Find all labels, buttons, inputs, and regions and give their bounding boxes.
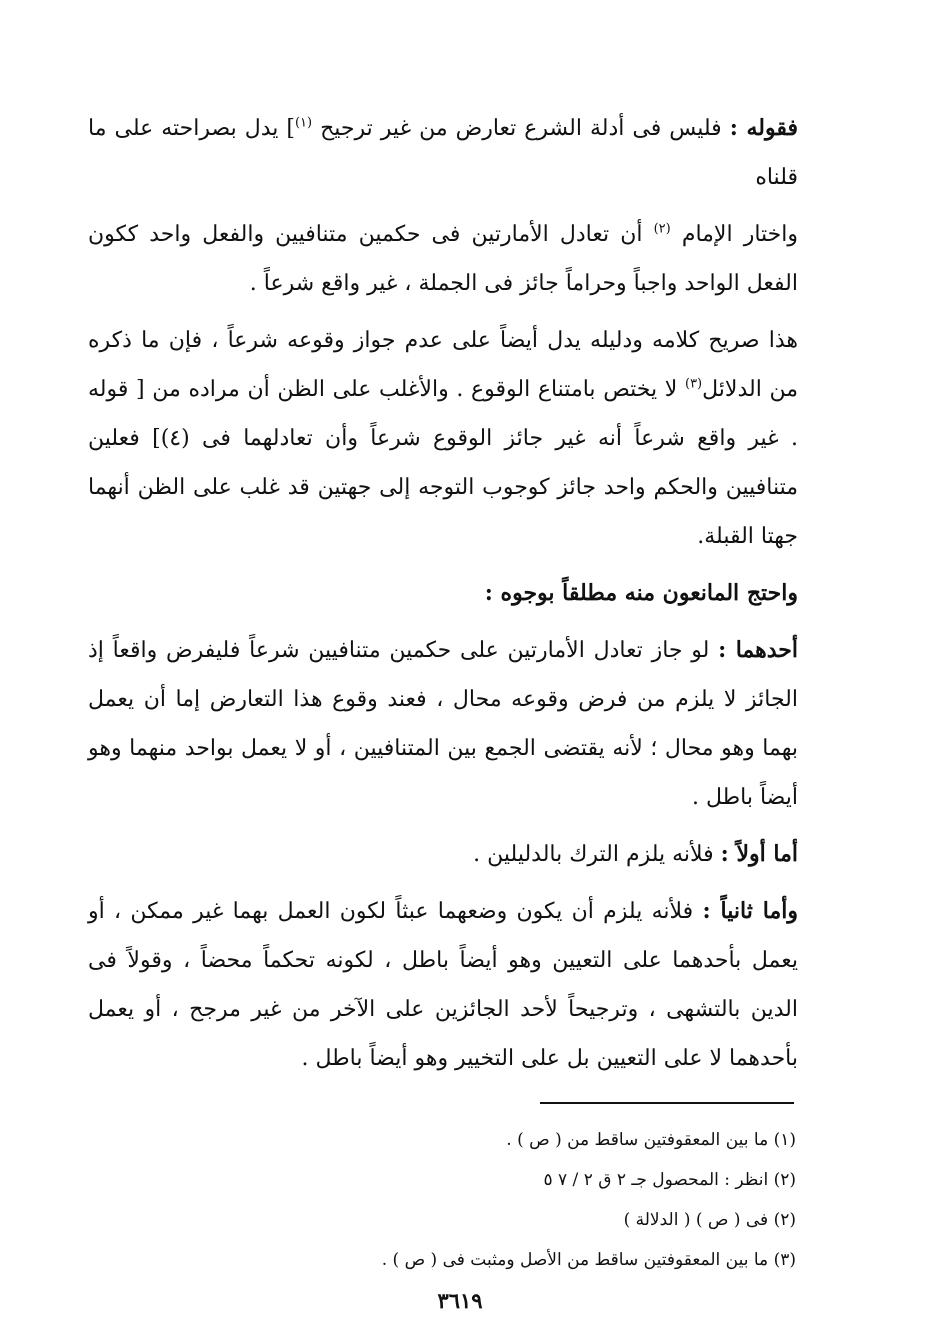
paragraph-tail: لا يختص بامتناع الوقوع . والأغلب على الظن أن مراده من [ قوله . غير واقع شرعاً أنه غير جائز الوقوع شرعاً وأن تعادلهما فى (٤)] فعلين متنافيين والحكم واحد جائز كوجوب التوجه إلى جهتين قد غلب على الظن أنهما جهتا القبلة. [88,377,798,549]
paragraph-2 [88,210,798,308]
footnote-item: (٢) انظر : المحصول جـ ٢ ق ٢ / ٧ ٥ [543,1170,796,1190]
paragraph-tail: أن تعادل الأمارتين فى حكمين متنافيين والفعل واحد ككون الفعل الواحد واجباً وحراماً جائز فى الجملة ، غير واقع شرعاً . [88,222,798,296]
footnote-separator [540,1102,794,1104]
paragraph-lead: وأما ثانياً : [702,898,798,924]
page-number: ٣٦١٩ [437,1288,483,1313]
paragraph-lead: أحدهما : [718,637,798,663]
footnote-item: (١) ما بين المعقوفتين ساقط من ( ص ) . [506,1130,796,1150]
paragraph-lead: فقوله : [729,115,798,141]
paragraph-text: فلأنه يلزم الترك بالدليلين . [473,842,721,867]
main-text [88,104,798,1091]
paragraph-6 [88,830,798,879]
section-heading: واحتج المانعون منه مطلقاً بوجوه : [484,580,798,606]
paragraph-text: فليس فى أدلة الشرع تعارض من غير ترجيح [312,116,730,141]
paragraph-7 [88,887,798,1083]
footnote-item: (٢) فى ( ص ) ( الدلالة ) [623,1210,796,1230]
paragraph-lead: أما أولاً : [720,841,798,867]
footnote-ref: (٢) [653,221,671,237]
footnote-item: (٣) ما بين المعقوفتين ساقط من الأصل ومثبت فى ( ص ) . [381,1250,796,1270]
paragraph-1 [88,104,798,202]
paragraph-tail: ] يدل بصراحته على ما قلناه [88,116,798,190]
footnote-ref: (١) [294,115,313,131]
paragraph-text: فلأنه يلزم أن يكون وضعهما عبثاً لكون العمل بهما غير ممكن ، أو يعمل بأحدهما على التعيين وهو أيضاً باطل ، لكونه تحكماً محضاً ، وقولاً فى الدين بالتشهى ، وترجيحاً لأحد الجائزين على الآخر من غير مرجح ، أو يعمل بأحدهما لا على التعيين بل على التخيير وهو أيضاً باطل . [88,899,798,1071]
footnote-ref: (٣) [684,376,703,392]
paragraph-5 [88,626,798,822]
paragraph-text: واختار الإمام [670,222,798,247]
footnotes [200,1120,796,1280]
paragraph-text: لو جاز تعادل الأمارتين على حكمين متنافيين شرعاً فليفرض واقعاً إذ الجائز لا يلزم من فرض وقوعه محال ، فعند وقوع هذا التعارض إما أن يعمل بهما وهو محال ؛ لأنه يقتضى الجمع بين المتنافيين ، أو لا يعمل بواحد منهما وهو أيضاً باطل . [88,638,798,810]
paragraph-text: هذا صريح كلامه ودليله يدل أيضاً على عدم جواز وقوعه شرعاً ، فإن ما ذكره من الدلائل [88,328,799,402]
paragraph-3 [88,316,798,561]
